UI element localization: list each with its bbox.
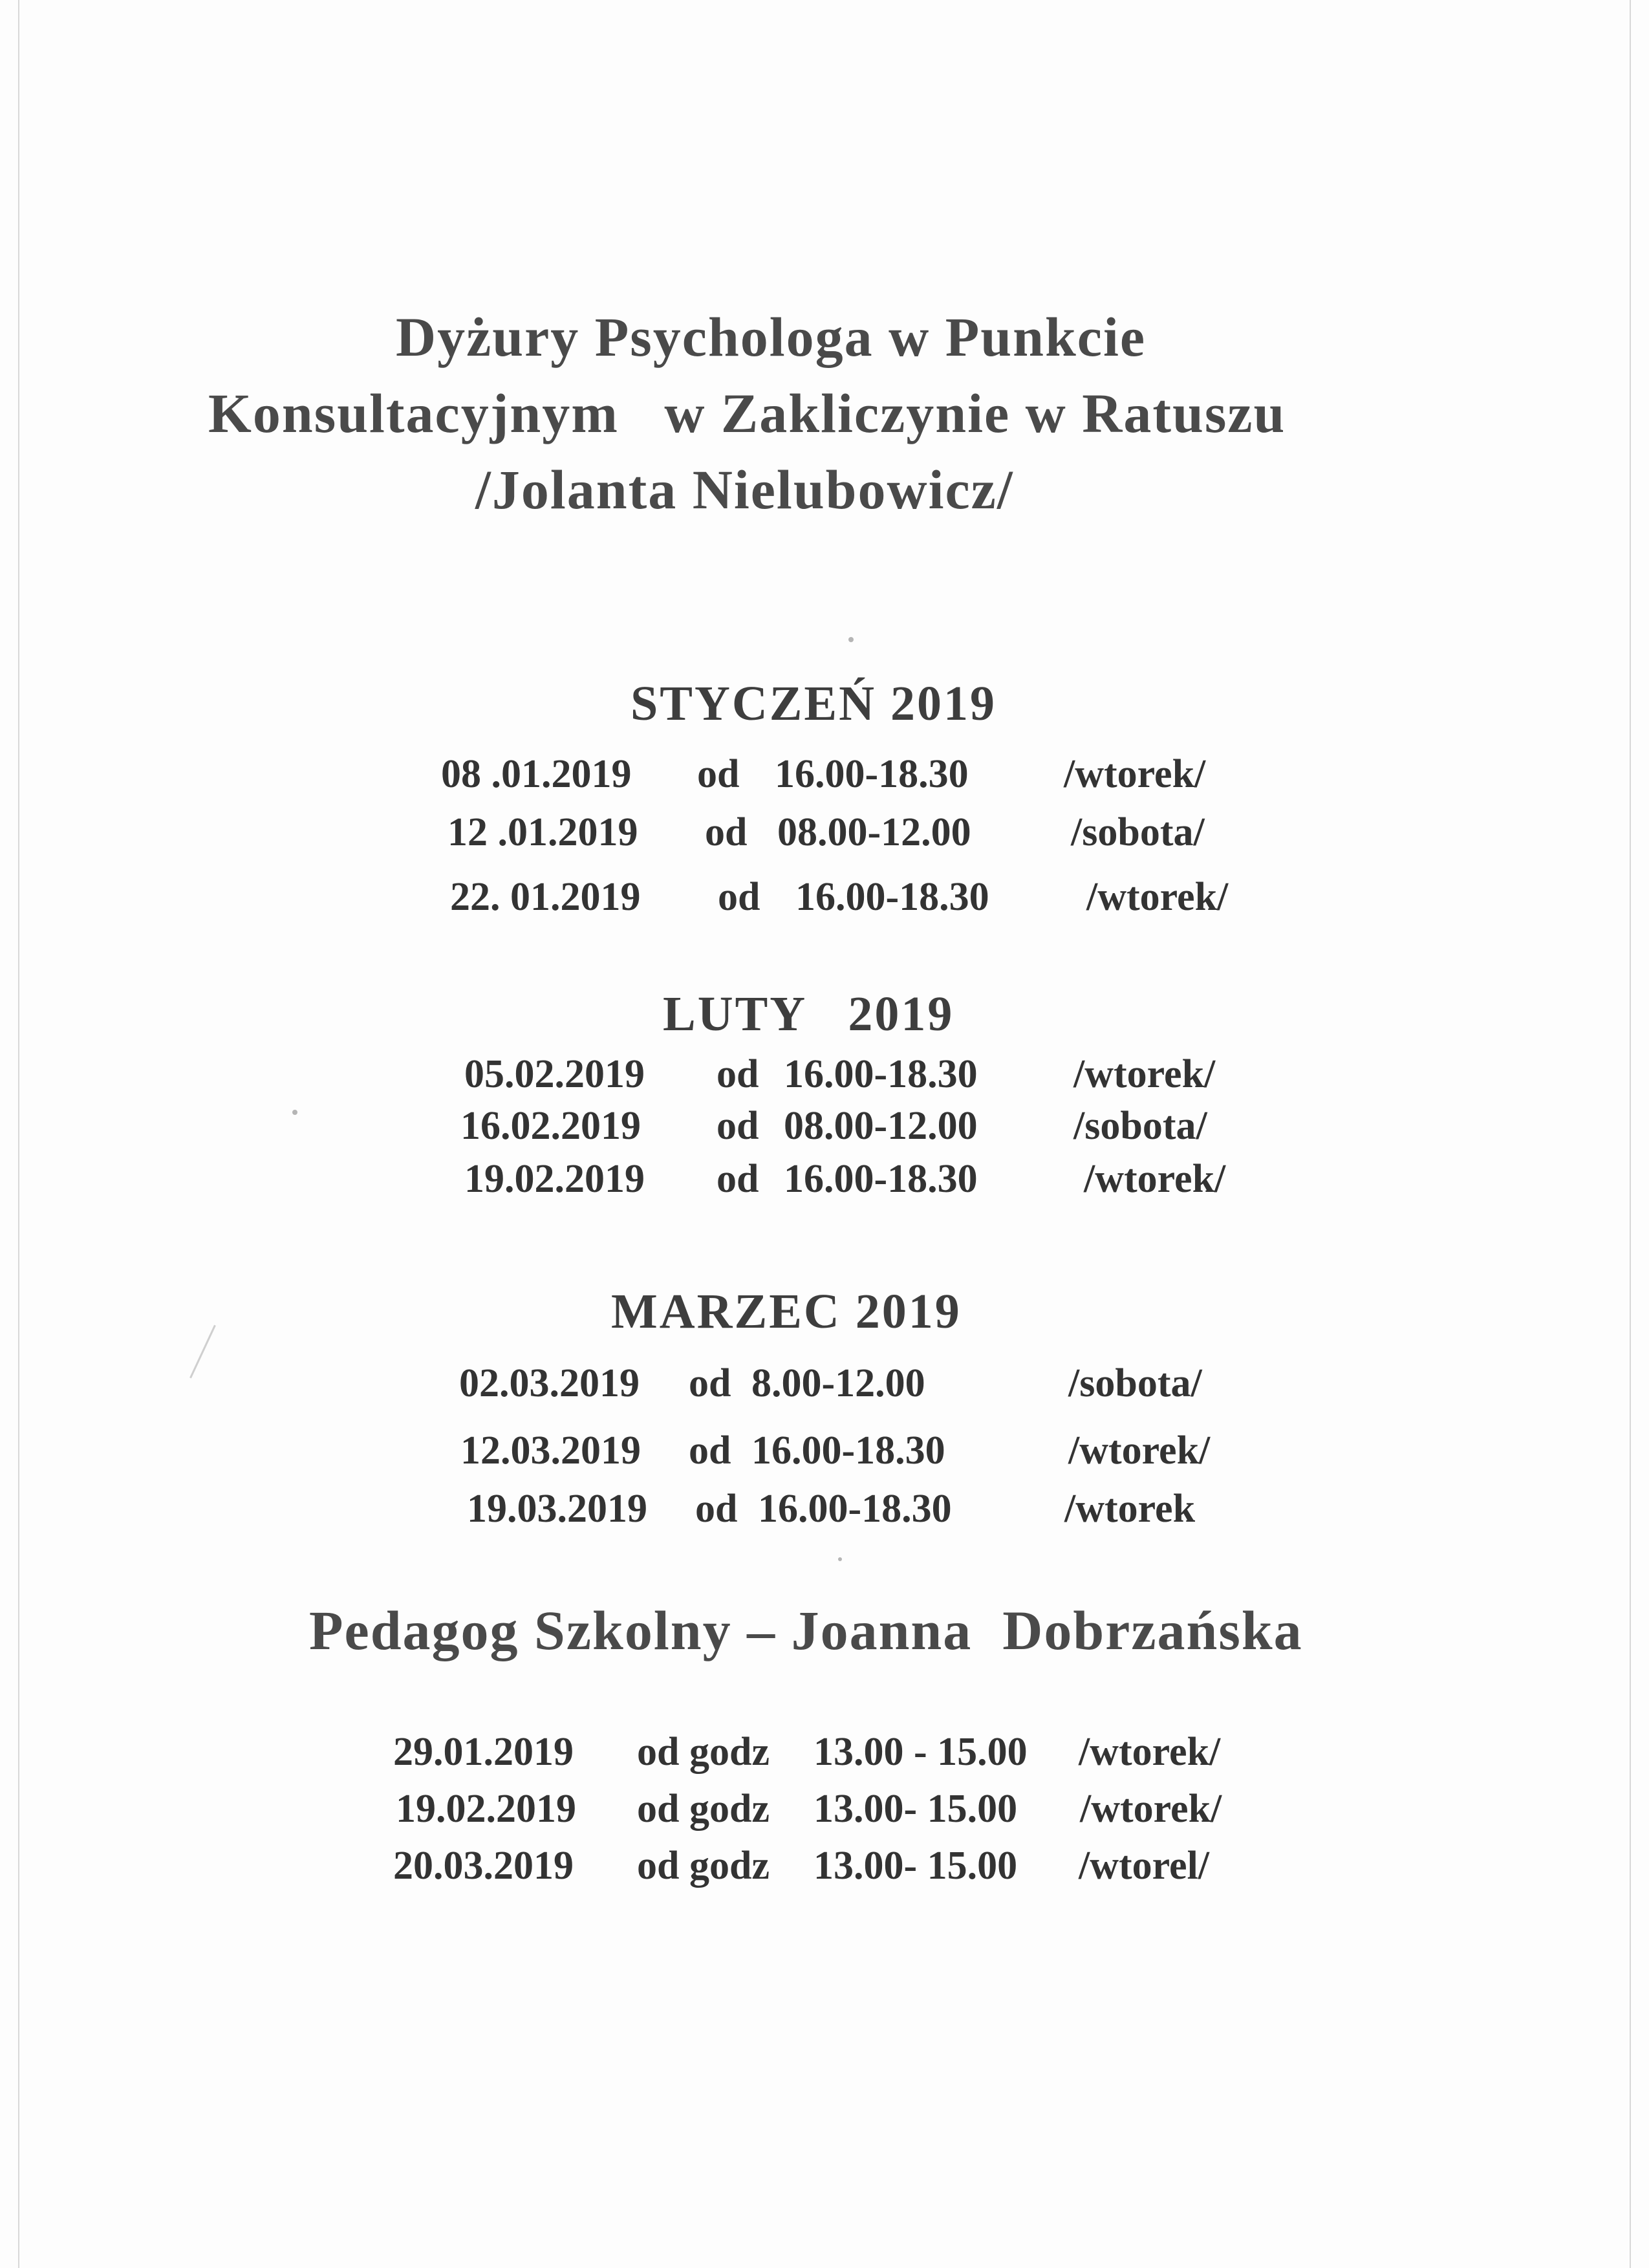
month-heading-february: LUTY 2019 — [663, 987, 954, 1041]
schedule-from: od — [717, 1157, 759, 1201]
scan-speck — [838, 1557, 842, 1561]
schedule-day: /sobota/ — [1071, 810, 1205, 854]
scan-speck — [848, 637, 854, 642]
schedule-date: 12 .01.2019 — [447, 810, 638, 854]
pedagogue-from: od godz — [637, 1787, 770, 1831]
schedule-hours: 16.00-18.30 — [784, 1052, 978, 1096]
schedule-date: 12.03.2019 — [460, 1429, 641, 1473]
schedule-from: od — [697, 752, 740, 796]
schedule-date: 19.02.2019 — [464, 1157, 645, 1201]
schedule-date: 02.03.2019 — [459, 1361, 640, 1405]
schedule-date: 16.02.2019 — [460, 1104, 641, 1148]
pedagogue-hours: 13.00- 15.00 — [814, 1787, 1018, 1831]
schedule-day: /wtorek — [1064, 1487, 1196, 1531]
pedagogue-date: 29.01.2019 — [393, 1730, 574, 1774]
schedule-day: /wtorek/ — [1086, 875, 1229, 919]
schedule-from: od — [717, 1052, 759, 1096]
header-line-2: Konsultacyjnym w Zakliczynie w Ratuszu — [208, 382, 1286, 444]
pedagogue-from: od godz — [637, 1844, 770, 1888]
pedagogue-hours: 13.00 - 15.00 — [814, 1730, 1028, 1774]
schedule-hours: 08.00-12.00 — [784, 1104, 978, 1148]
header-line-1: Dyżury Psychologa w Punkcie — [396, 306, 1147, 368]
page-edge-right — [1630, 0, 1631, 2268]
schedule-from: od — [689, 1429, 731, 1473]
schedule-hours: 08.00-12.00 — [777, 810, 971, 854]
scan-mark — [189, 1325, 216, 1379]
schedule-day: /wtorek/ — [1064, 752, 1206, 796]
pedagogue-heading: Pedagog Szkolny – Joanna Dobrzańska — [309, 1599, 1303, 1661]
pedagogue-day: /wtorek/ — [1080, 1787, 1222, 1831]
month-heading-march: MARZEC 2019 — [611, 1284, 962, 1339]
schedule-day: /wtorek/ — [1073, 1052, 1216, 1096]
month-heading-january: STYCZEŃ 2019 — [630, 676, 997, 731]
pedagogue-date: 20.03.2019 — [393, 1844, 574, 1888]
scan-speck — [292, 1110, 297, 1115]
pedagogue-date: 19.02.2019 — [396, 1787, 576, 1831]
schedule-hours: 8.00-12.00 — [751, 1361, 925, 1405]
schedule-day: /sobota/ — [1068, 1361, 1202, 1405]
schedule-from: od — [689, 1361, 731, 1405]
schedule-hours: 16.00-18.30 — [795, 875, 989, 919]
schedule-hours: 16.00-18.30 — [751, 1429, 945, 1473]
schedule-day: /wtorek/ — [1084, 1157, 1226, 1201]
schedule-hours: 16.00-18.30 — [758, 1487, 952, 1531]
schedule-from: od — [718, 875, 760, 919]
pedagogue-day: /wtorek/ — [1079, 1730, 1221, 1774]
schedule-day: /sobota/ — [1073, 1104, 1207, 1148]
header-line-3: /Jolanta Nielubowicz/ — [475, 459, 1014, 521]
schedule-hours: 16.00-18.30 — [775, 752, 969, 796]
schedule-date: 22. 01.2019 — [450, 875, 641, 919]
page-edge-left — [18, 0, 19, 2268]
schedule-from: od — [705, 810, 748, 854]
schedule-hours: 16.00-18.30 — [784, 1157, 978, 1201]
pedagogue-day: /wtorel/ — [1079, 1844, 1210, 1888]
schedule-day: /wtorek/ — [1068, 1429, 1211, 1473]
schedule-date: 05.02.2019 — [464, 1052, 645, 1096]
schedule-from: od — [695, 1487, 738, 1531]
pedagogue-hours: 13.00- 15.00 — [814, 1844, 1018, 1888]
schedule-date: 19.03.2019 — [467, 1487, 647, 1531]
schedule-date: 08 .01.2019 — [441, 752, 632, 796]
schedule-from: od — [717, 1104, 759, 1148]
pedagogue-from: od godz — [637, 1730, 770, 1774]
